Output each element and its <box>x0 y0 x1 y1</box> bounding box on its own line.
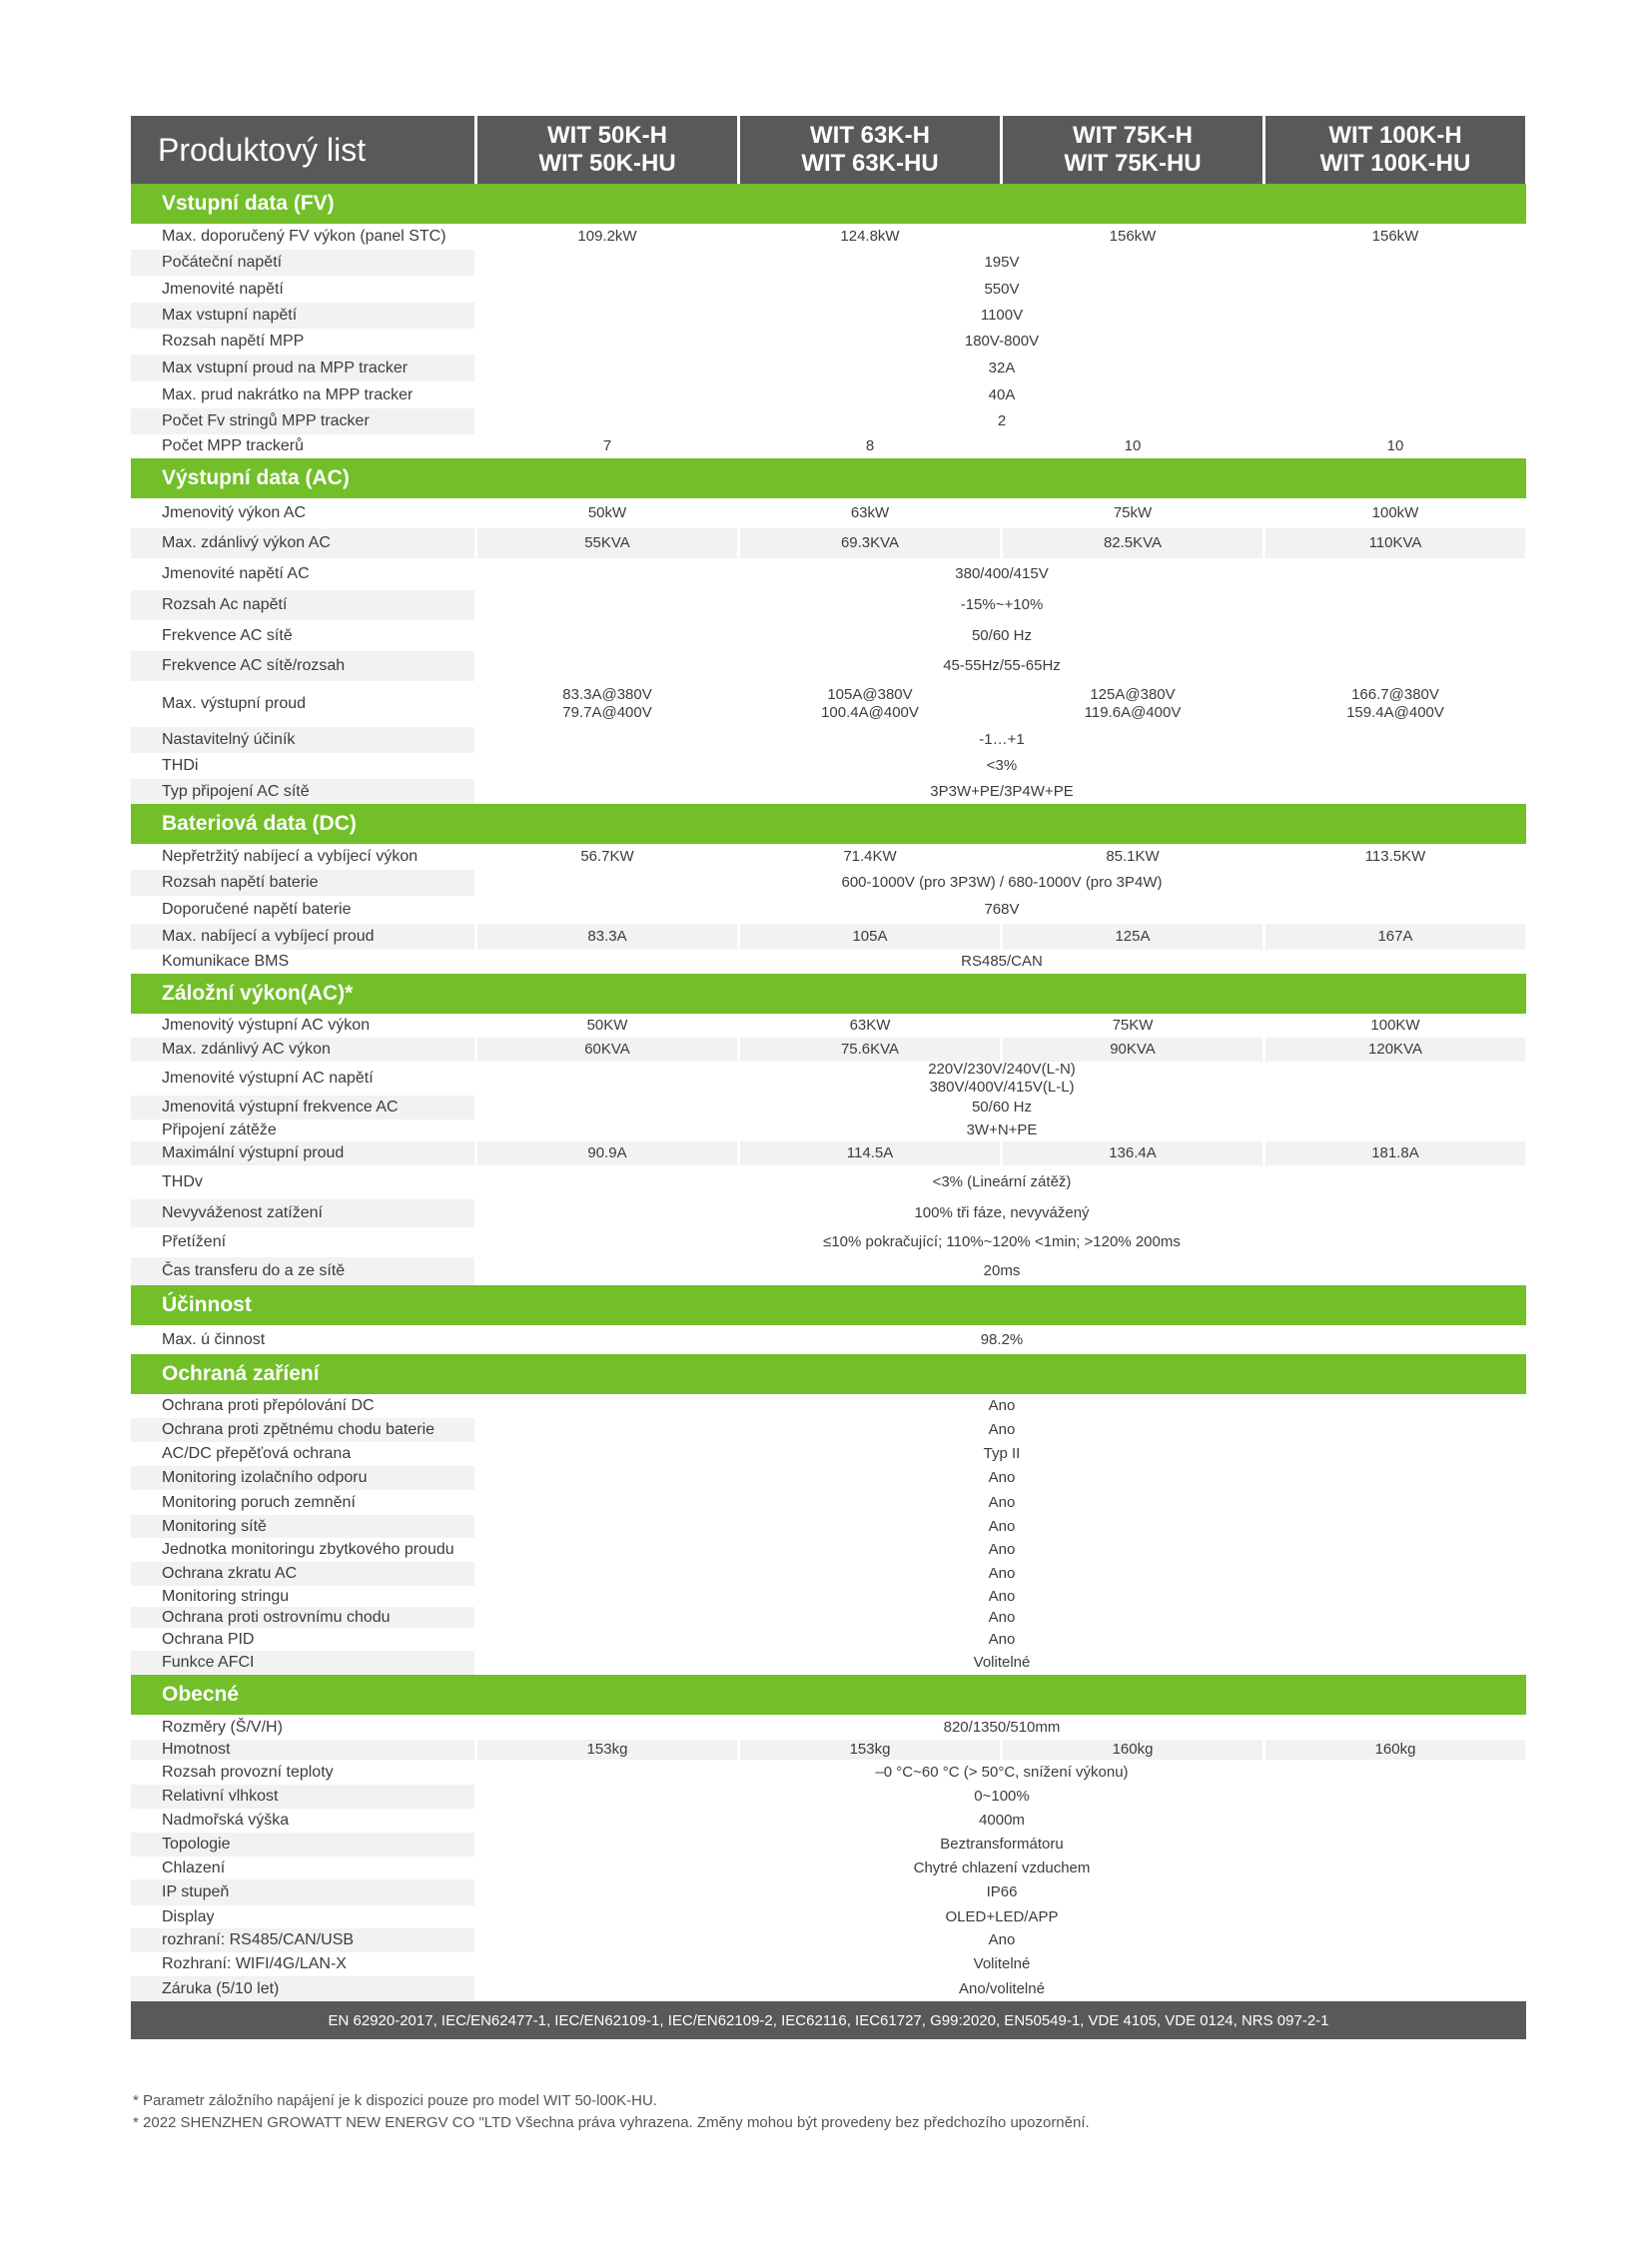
row-value-shared: Ano <box>988 1565 1016 1582</box>
row-label: Funkce AFCI <box>131 1651 474 1675</box>
table-row <box>131 1809 1526 1833</box>
row-label: IP stupeň <box>131 1879 474 1905</box>
row-value-shared: Ano <box>988 1931 1016 1948</box>
spec-sheet <box>131 116 1526 2039</box>
row-value: 125A@380V 119.6A@400V <box>1084 686 1182 721</box>
row-label: Jmenovité výstupní AC napětí <box>162 1070 374 1087</box>
row-label: Typ připojení AC sítě <box>131 779 474 804</box>
row-label: Maximální výstupní proud <box>131 1141 474 1165</box>
row-label: Jmenovitý výstupní AC výkon <box>162 1017 371 1034</box>
row-value-shared: 820/1350/510mm <box>943 1718 1061 1736</box>
section-header: Bateriová data (DC) <box>131 804 1526 844</box>
row-value: 82.5KVA <box>1003 528 1262 558</box>
section-header: Vstupní data (FV) <box>131 184 1526 224</box>
row-value: 136.4A <box>1003 1141 1262 1165</box>
section-header: Účinnost <box>131 1285 1526 1325</box>
row-value: 75.6KVA <box>740 1038 1000 1062</box>
row-label: Počet MPP trackerů <box>162 437 304 454</box>
row-value: 156kW <box>1109 228 1157 245</box>
row-label: THDv <box>162 1173 203 1190</box>
row-label: Ochrana proti zpětnému chodu baterie <box>131 1418 474 1442</box>
table-row <box>131 1418 1526 1442</box>
row-label: Max. zdánlivý AC výkon <box>131 1038 474 1062</box>
table-row <box>131 1199 1526 1227</box>
row-value-shared: Ano/volitelné <box>959 1979 1045 1997</box>
row-value-shared: Ano <box>988 1397 1016 1414</box>
row-value: 85.1KW <box>1106 848 1160 865</box>
table-row <box>131 1014 1526 1038</box>
row-value: 69.3KVA <box>740 528 1000 558</box>
row-value: 83.3A <box>477 924 737 950</box>
row-label: Max. doporučený FV výkon (panel STC) <box>162 228 446 245</box>
row-value-shared: 50/60 Hz <box>971 1099 1033 1116</box>
row-label: AC/DC přepěťová ochrana <box>162 1445 352 1462</box>
row-label: Počáteční napětí <box>131 250 474 276</box>
row-value: 75KW <box>1112 1017 1154 1034</box>
row-value: 100kW <box>1371 504 1419 521</box>
row-value-shared: 600-1000V (pro 3P3W) / 680-1000V (pro 3P4W) <box>841 874 1163 891</box>
row-label: Max. výstupní proud <box>162 695 307 712</box>
row-label: Relativní vlhkost <box>131 1785 474 1809</box>
row-label: Ochrana PID <box>162 1630 255 1648</box>
table-row <box>131 1141 1526 1165</box>
row-label: Max. prud nakrátko na MPP tracker <box>162 385 413 403</box>
row-label: Ochrana proti ostrovnímu chodu <box>131 1607 474 1628</box>
table-row <box>131 329 1526 355</box>
row-value: 105A <box>740 924 1000 950</box>
table-row <box>131 1628 1526 1651</box>
table-row <box>131 950 1526 974</box>
row-label: Jmenovitý výkon AC <box>162 504 307 521</box>
row-label: Monitoring sítě <box>131 1515 474 1538</box>
row-value: 55KVA <box>477 528 737 558</box>
spec-sections <box>131 184 1526 2001</box>
row-label: Rozsah Ac napětí <box>131 590 474 620</box>
row-value-shared: 220V/230V/240V(L-N) 380V/400V/415V(L-L) <box>928 1061 1076 1096</box>
table-row <box>131 1096 1526 1120</box>
table-row <box>131 651 1526 681</box>
row-value: 181.8A <box>1265 1141 1525 1165</box>
row-label: Ochrana proti přepólování DC <box>162 1397 375 1414</box>
model-column-1: WIT 50K-H WIT 50K-HU <box>477 116 737 184</box>
row-value: 109.2kW <box>577 228 637 245</box>
table-row <box>131 1394 1526 1418</box>
section-header: Výstupní data (AC) <box>131 458 1526 498</box>
section-rows <box>131 1014 1526 1285</box>
row-label: Jednotka monitoringu zbytkového proudu <box>162 1541 454 1558</box>
table-row <box>131 408 1526 434</box>
row-value-shared: 550V <box>984 280 1020 298</box>
table-row <box>131 1607 1526 1628</box>
table-row <box>131 844 1526 870</box>
table-row <box>131 1586 1526 1607</box>
row-value-shared: OLED+LED/APP <box>945 1907 1059 1925</box>
row-label: Počet Fv stringů MPP tracker <box>131 408 474 434</box>
row-value: 114.5A <box>740 1141 1000 1165</box>
row-value: 63KW <box>849 1017 891 1034</box>
row-label: Ochrana zkratu AC <box>131 1562 474 1586</box>
row-label: Jmenovitá výstupní frekvence AC <box>131 1096 474 1120</box>
row-value-shared: 20ms <box>983 1262 1021 1279</box>
standards-bar: EN 62920-2017, IEC/EN62477-1, IEC/EN62109-1, IEC/EN62109-2, IEC62116, IEC61727, G99:2020, EN50549-1, VDE 4105, VDE 0124, NRS 097-2-1 <box>131 2001 1526 2039</box>
row-value-shared: Ano <box>988 1469 1016 1486</box>
table-header <box>131 116 1526 184</box>
table-row <box>131 498 1526 528</box>
row-value-shared: Ano <box>988 1608 1016 1626</box>
row-value-shared: Ano <box>988 1493 1016 1511</box>
row-value: 110KVA <box>1265 528 1525 558</box>
table-row <box>131 1538 1526 1562</box>
row-value: 100KW <box>1370 1017 1420 1034</box>
model-column-3: WIT 75K-H WIT 75K-HU <box>1003 116 1262 184</box>
sheet-title: Produktový list <box>131 116 474 184</box>
row-value-shared: -1…+1 <box>979 731 1025 748</box>
table-row <box>131 1785 1526 1809</box>
section-rows <box>131 498 1526 804</box>
section-header: Ochraná zaříení <box>131 1354 1526 1394</box>
row-value-shared: 0~100% <box>974 1788 1030 1805</box>
row-value-shared: <3% (Lineární zátěž) <box>932 1173 1072 1190</box>
footnote-copyright: * 2022 SHENZHEN GROWATT NEW ENERGV CO "LTD Všechna práva vyhrazena. Změny mohou být provedeny bez předchozího upozornění. <box>133 2114 1090 2131</box>
section-rows <box>131 224 1526 458</box>
table-row <box>131 434 1526 458</box>
row-value-shared: 180V-800V <box>964 333 1040 350</box>
row-value: 120KVA <box>1265 1038 1525 1062</box>
row-value: 167A <box>1265 924 1525 950</box>
row-value-shared: 4000m <box>979 1812 1025 1829</box>
table-row <box>131 1833 1526 1857</box>
table-row <box>131 1257 1526 1285</box>
row-value: 160kg <box>1003 1740 1262 1760</box>
row-label: Nevyváženost zatížení <box>131 1199 474 1227</box>
table-row <box>131 528 1526 558</box>
row-value-shared: ≤10% pokračující; 110%~120% <1min; >120% 200ms <box>823 1233 1181 1250</box>
table-row <box>131 1038 1526 1062</box>
row-label: rozhraní: RS485/CAN/USB <box>131 1928 474 1952</box>
table-row <box>131 779 1526 804</box>
table-row <box>131 1952 1526 1976</box>
row-label: Frekvence AC sítě/rozsah <box>131 651 474 681</box>
row-value-shared: Beztransformátoru <box>940 1836 1064 1853</box>
row-label: Max. nabíjecí a vybíjecí proud <box>131 924 474 950</box>
row-value: 83.3A@380V 79.7A@400V <box>562 686 652 721</box>
row-label: Topologie <box>131 1833 474 1857</box>
model-column-4: WIT 100K-H WIT 100K-HU <box>1265 116 1525 184</box>
row-label: Připojení zátěže <box>162 1121 277 1138</box>
row-label: Čas transferu do a ze sítě <box>131 1257 474 1285</box>
row-label: Monitoring stringu <box>162 1587 290 1605</box>
row-value: 166.7@380V 159.4A@400V <box>1346 686 1444 721</box>
row-label: Rozměry (Š/V/H) <box>162 1718 283 1736</box>
row-label: Monitoring izolačního odporu <box>131 1466 474 1490</box>
table-row <box>131 620 1526 651</box>
table-row <box>131 1062 1526 1096</box>
table-row <box>131 303 1526 329</box>
section-rows <box>131 1325 1526 1354</box>
row-value: 10 <box>1386 437 1404 454</box>
row-value: 71.4KW <box>843 848 897 865</box>
row-label: Jmenovité napětí <box>162 280 284 298</box>
row-value: 63kW <box>850 504 890 521</box>
row-value-shared: 1100V <box>980 307 1024 324</box>
footnote-backup: * Parametr záložního napájení je k dispozici pouze pro model WIT 50-l00K-HU. <box>133 2092 657 2109</box>
table-row <box>131 1905 1526 1928</box>
row-value: 105A@380V 100.4A@400V <box>821 686 919 721</box>
row-value-shared: -15%~+10% <box>960 596 1044 613</box>
row-value: 125A <box>1003 924 1262 950</box>
row-label: Monitoring poruch zemnění <box>162 1493 356 1511</box>
row-label: Chlazení <box>162 1859 226 1876</box>
row-value-shared: 2 <box>997 412 1007 429</box>
row-value: 50KW <box>586 1017 628 1034</box>
row-label: Max. ú činnost <box>162 1330 266 1348</box>
row-value-shared: Ano <box>988 1421 1016 1438</box>
row-label: Rozsah napětí MPP <box>162 333 305 350</box>
section-rows <box>131 1715 1526 2001</box>
row-value: 75kW <box>1113 504 1153 521</box>
row-value: 7 <box>602 437 612 454</box>
row-label: Frekvence AC sítě <box>162 626 293 644</box>
row-label: Doporučené napětí baterie <box>162 901 352 918</box>
row-value-shared: 40A <box>988 385 1016 403</box>
row-value: 90.9A <box>477 1141 737 1165</box>
footnotes <box>133 2090 1090 2134</box>
row-value-shared: Ano <box>988 1630 1016 1648</box>
row-value: 50kW <box>587 504 627 521</box>
table-row <box>131 1857 1526 1879</box>
row-value-shared: 100% tři fáze, nevyvážený <box>914 1204 1090 1221</box>
row-value: 124.8kW <box>840 228 900 245</box>
table-row <box>131 870 1526 896</box>
table-row <box>131 1562 1526 1586</box>
table-row <box>131 1466 1526 1490</box>
row-value-shared: 380/400/415V <box>955 565 1049 582</box>
table-row <box>131 1715 1526 1740</box>
table-row <box>131 681 1526 727</box>
table-row <box>131 558 1526 590</box>
row-value-shared: Volitelné <box>973 1654 1031 1671</box>
table-row <box>131 250 1526 276</box>
table-row <box>131 1740 1526 1760</box>
table-row <box>131 924 1526 950</box>
table-row <box>131 1120 1526 1141</box>
table-row <box>131 1879 1526 1905</box>
row-label: Max. zdánlivý výkon AC <box>131 528 474 558</box>
row-value: 160kg <box>1265 1740 1525 1760</box>
row-label: Záruka (5/10 let) <box>131 1976 474 2001</box>
row-value-shared: 768V <box>984 901 1020 918</box>
section-header: Záložní výkon(AC)* <box>131 974 1526 1014</box>
table-row <box>131 1515 1526 1538</box>
row-value-shared: 32A <box>988 359 1016 376</box>
row-value-shared: 50/60 Hz <box>971 626 1033 644</box>
row-value-shared: 98.2% <box>980 1330 1024 1348</box>
row-value-shared: <3% <box>986 757 1018 774</box>
row-value: 156kW <box>1371 228 1419 245</box>
table-row <box>131 1165 1526 1199</box>
row-value-shared: Ano <box>988 1587 1016 1605</box>
row-label: Hmotnost <box>131 1740 474 1760</box>
row-value: 8 <box>865 437 875 454</box>
table-row <box>131 381 1526 408</box>
row-value: 60KVA <box>477 1038 737 1062</box>
table-row <box>131 1760 1526 1785</box>
row-label: Přetížení <box>162 1233 227 1250</box>
row-value-shared: Typ II <box>983 1445 1021 1462</box>
row-value-shared: 45-55Hz/55-65Hz <box>943 657 1061 674</box>
row-value-shared: –0 °C~60 °C (> 50°C, snížení výkonu) <box>875 1763 1129 1781</box>
row-label: Rozsah napětí baterie <box>131 870 474 896</box>
row-value: 10 <box>1124 437 1142 454</box>
row-label: Nadmořská výška <box>162 1812 290 1829</box>
row-label: Nepřetržitý nabíjecí a vybíjecí výkon <box>162 848 418 865</box>
row-label: Komunikace BMS <box>162 953 290 970</box>
row-label: Max vstupní napětí <box>131 303 474 329</box>
table-row <box>131 224 1526 250</box>
row-value-shared: Volitelné <box>973 1955 1031 1972</box>
row-label: Nastavitelný účiník <box>131 727 474 753</box>
row-label: Rozsah provozní teploty <box>162 1763 334 1781</box>
row-value: 56.7KW <box>580 848 634 865</box>
row-value-shared: IP66 <box>986 1883 1018 1900</box>
row-value-shared: Ano <box>988 1517 1016 1535</box>
table-row <box>131 355 1526 381</box>
row-value: 153kg <box>740 1740 1000 1760</box>
model-column-2: WIT 63K-H WIT 63K-HU <box>740 116 1000 184</box>
row-value: 90KVA <box>1003 1038 1262 1062</box>
table-row <box>131 1976 1526 2001</box>
table-row <box>131 1651 1526 1675</box>
section-header: Obecné <box>131 1675 1526 1715</box>
table-row <box>131 1227 1526 1257</box>
row-value-shared: Chytré chlazení vzduchem <box>913 1859 1091 1876</box>
table-row <box>131 1325 1526 1354</box>
table-row <box>131 1442 1526 1466</box>
row-value-shared: 195V <box>984 254 1020 271</box>
row-value-shared: 3P3W+PE/3P4W+PE <box>930 782 1074 800</box>
table-row <box>131 727 1526 753</box>
row-value: 113.5KW <box>1364 848 1426 865</box>
section-rows <box>131 1394 1526 1675</box>
table-row <box>131 276 1526 303</box>
row-label: Max vstupní proud na MPP tracker <box>131 355 474 381</box>
row-label: Display <box>162 1907 215 1925</box>
table-row <box>131 896 1526 924</box>
row-value-shared: 3W+N+PE <box>966 1121 1038 1138</box>
table-row <box>131 753 1526 779</box>
row-label: Rozhraní: WIFI/4G/LAN-X <box>162 1955 347 1972</box>
table-row <box>131 1490 1526 1515</box>
table-row <box>131 590 1526 620</box>
row-label: THDi <box>162 757 199 774</box>
row-value-shared: RS485/CAN <box>961 953 1043 970</box>
row-label: Jmenovité napětí AC <box>162 565 310 582</box>
row-value: 153kg <box>477 1740 737 1760</box>
row-value-shared: Ano <box>988 1541 1016 1558</box>
section-rows <box>131 844 1526 974</box>
table-row <box>131 1928 1526 1952</box>
